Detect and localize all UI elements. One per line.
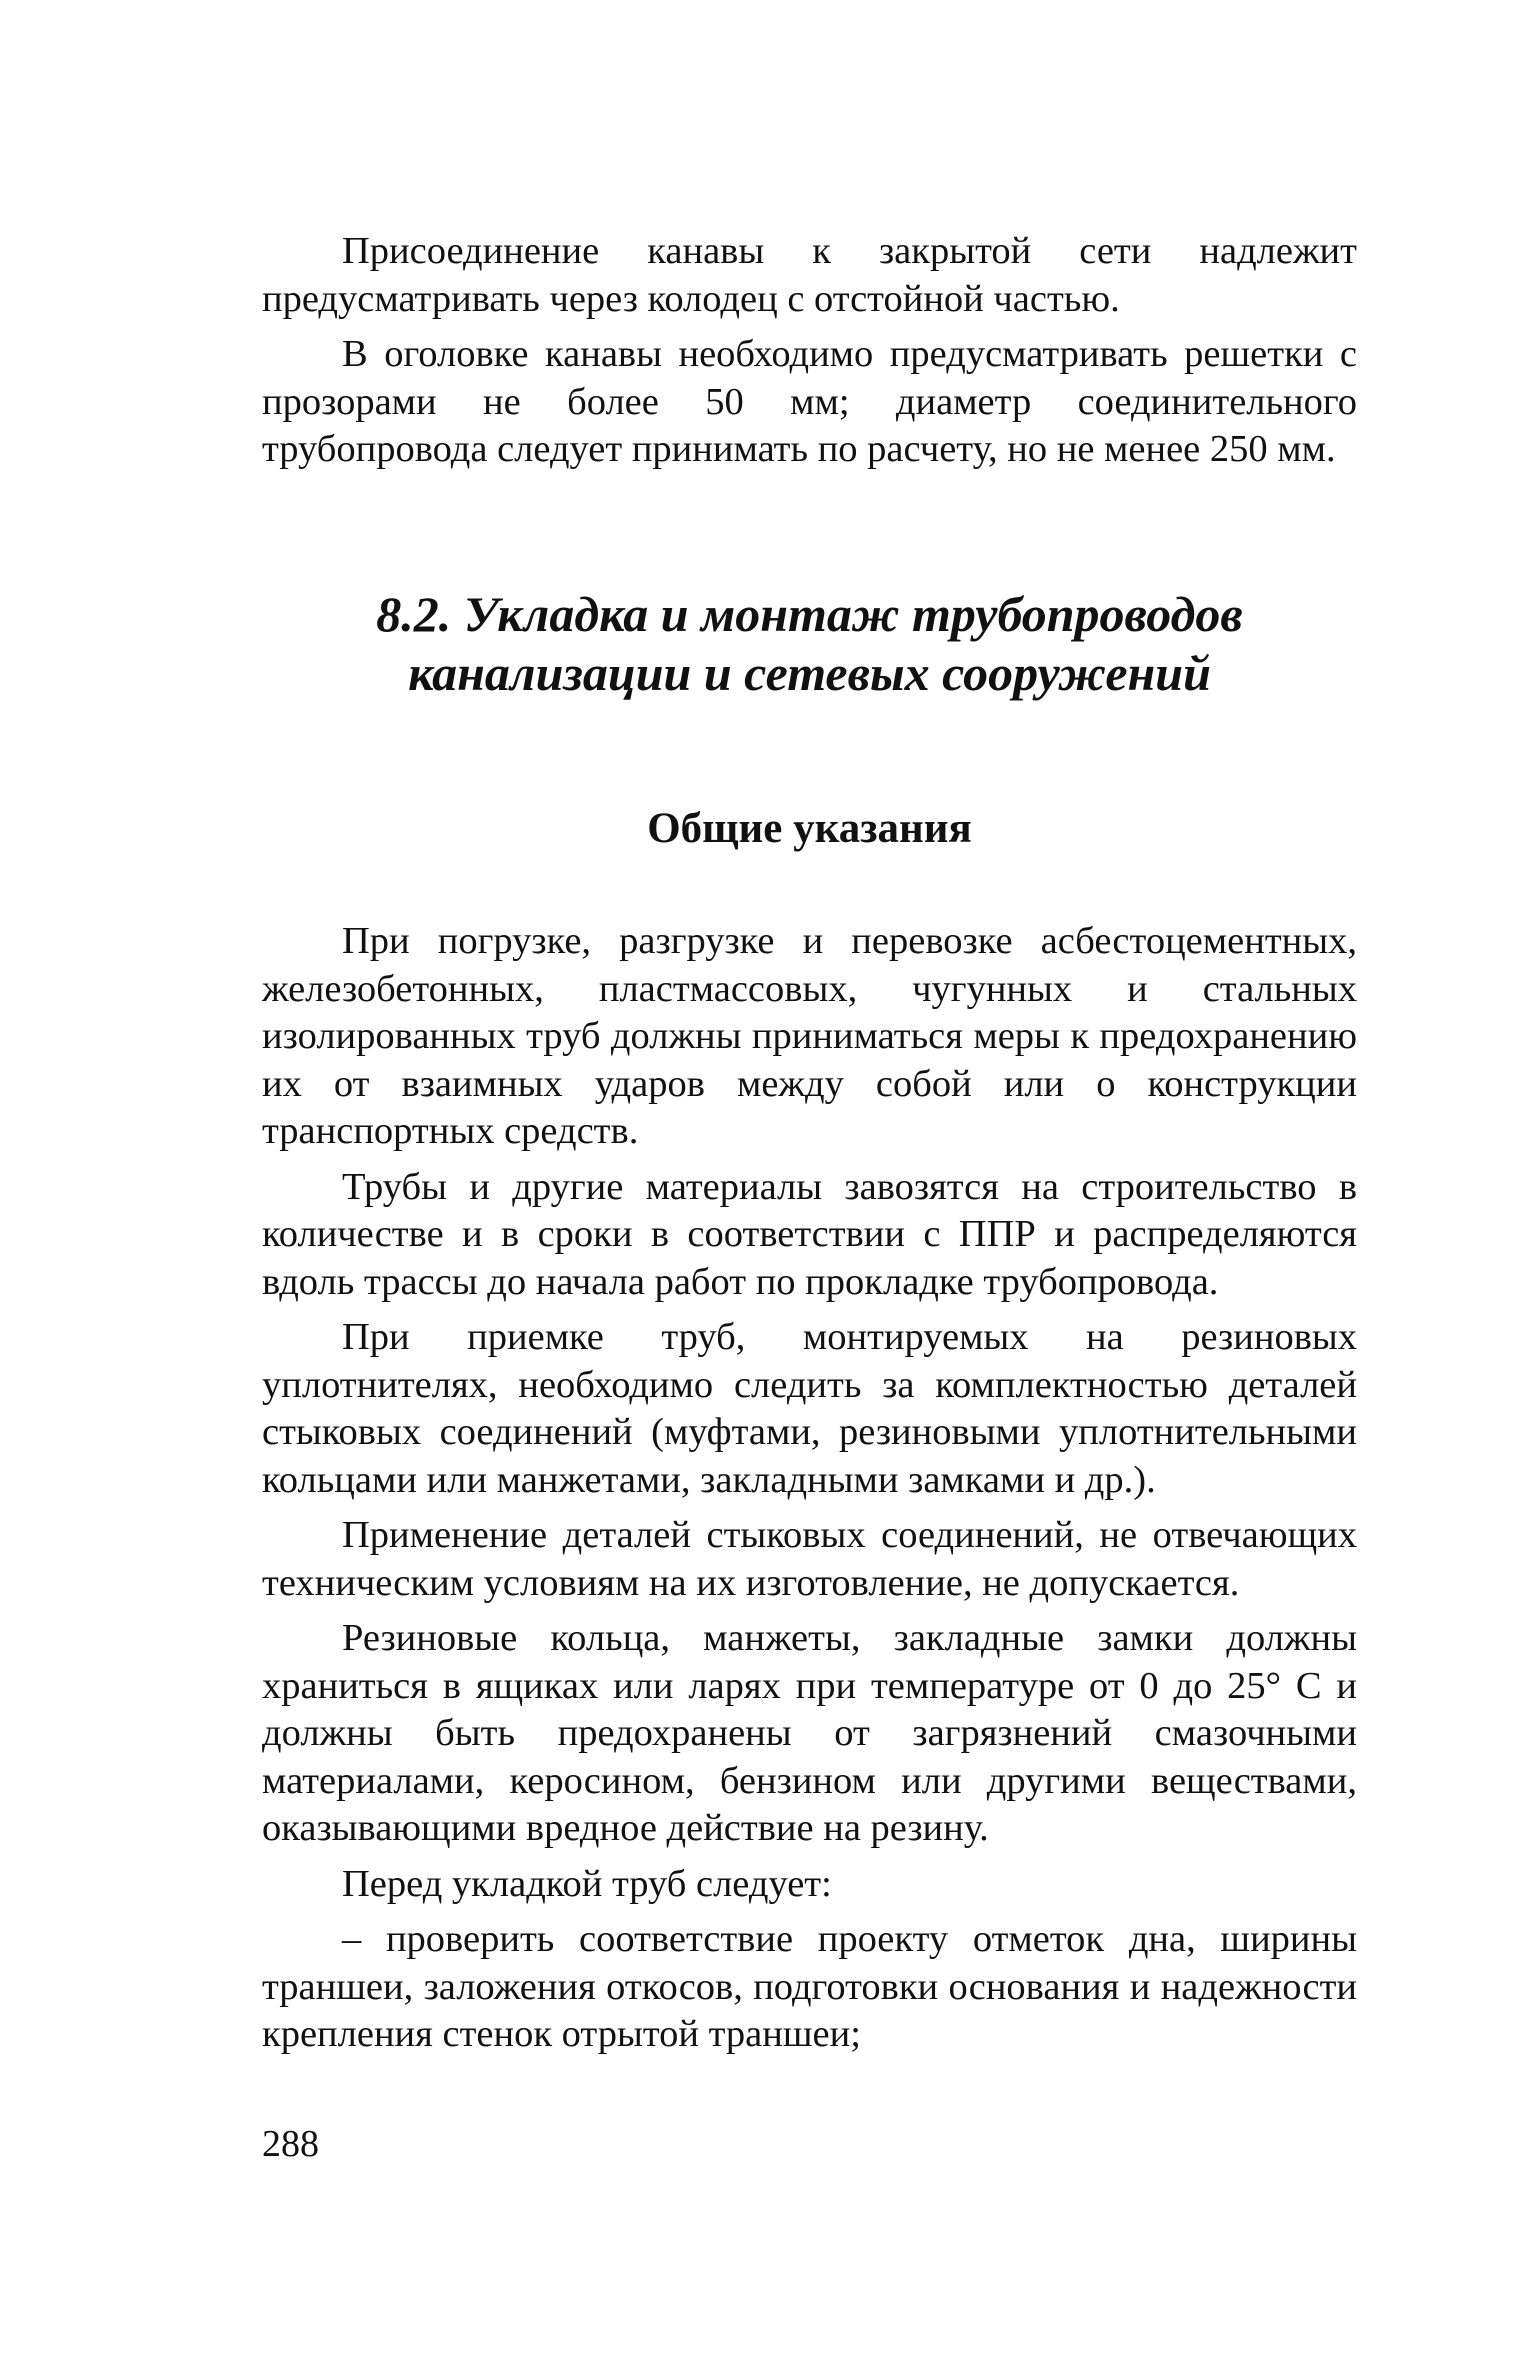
paragraph: Резиновые кольца, манжеты, закладные замки должны храниться в ящиках или ларях при температуре от 0 до 25° С и должны быть предохранены от загрязнений смазочными материалами, керосином, бензином или другими веществами, оказывающими вредное действие на резину.: [262, 1617, 1357, 1849]
subsection-heading: Общие указания: [647, 805, 972, 852]
paragraph: При погрузке, разгрузке и перевозке асбестоцементных, железобетонных, пластмассовых, чугунных и стальных изолированных труб должны приниматься меры к предохранению их от взаимных ударов между собой или о конструкции транспортных средств.: [262, 920, 1357, 1152]
paragraph: Перед укладкой труб следует:: [342, 1862, 832, 1905]
main-text-block: [262, 918, 1357, 2059]
paragraph: Трубы и другие материалы завозятся на строительство в количестве и в сроки в соответствии с ППР и распределяются вдоль трассы до начала работ по прокладке трубопровода.: [262, 1165, 1357, 1303]
paragraph: В оголовке канавы необходимо предусматривать решетки с прозорами не более 50 мм; диаметр соединительного трубопровода следует принимать по расчету, но не менее 250 мм.: [262, 333, 1357, 470]
top-text-block: [262, 228, 1357, 474]
paragraph: При приемке труб, монтируемых на резиновых уплотнителях, необходимо следить за комплектностью деталей стыковых соединений (муфтами, резиновыми уплотнительными кольцами или манжетами, закладными замками и др.).: [262, 1316, 1357, 1501]
paragraph: Применение деталей стыковых соединений, не отвечающих техническим условиям на их изготовление, не допускается.: [262, 1514, 1357, 1604]
list-item-paragraph: – проверить соответствие проекту отметок дна, ширины траншеи, заложения откосов, подготовки основания и надежности крепления стенок отрытой траншеи;: [262, 1918, 1357, 2055]
paragraph: Присоединение канавы к закрытой сети надлежит предусматривать через колодец с отстойной частью.: [262, 230, 1357, 320]
page-number: 288: [262, 2123, 319, 2165]
section-heading-line: канализации и сетевых сооружений: [408, 645, 1211, 701]
section-heading-line: 8.2. Укладка и монтаж трубопроводов: [376, 586, 1243, 642]
section-heading: [262, 585, 1357, 703]
